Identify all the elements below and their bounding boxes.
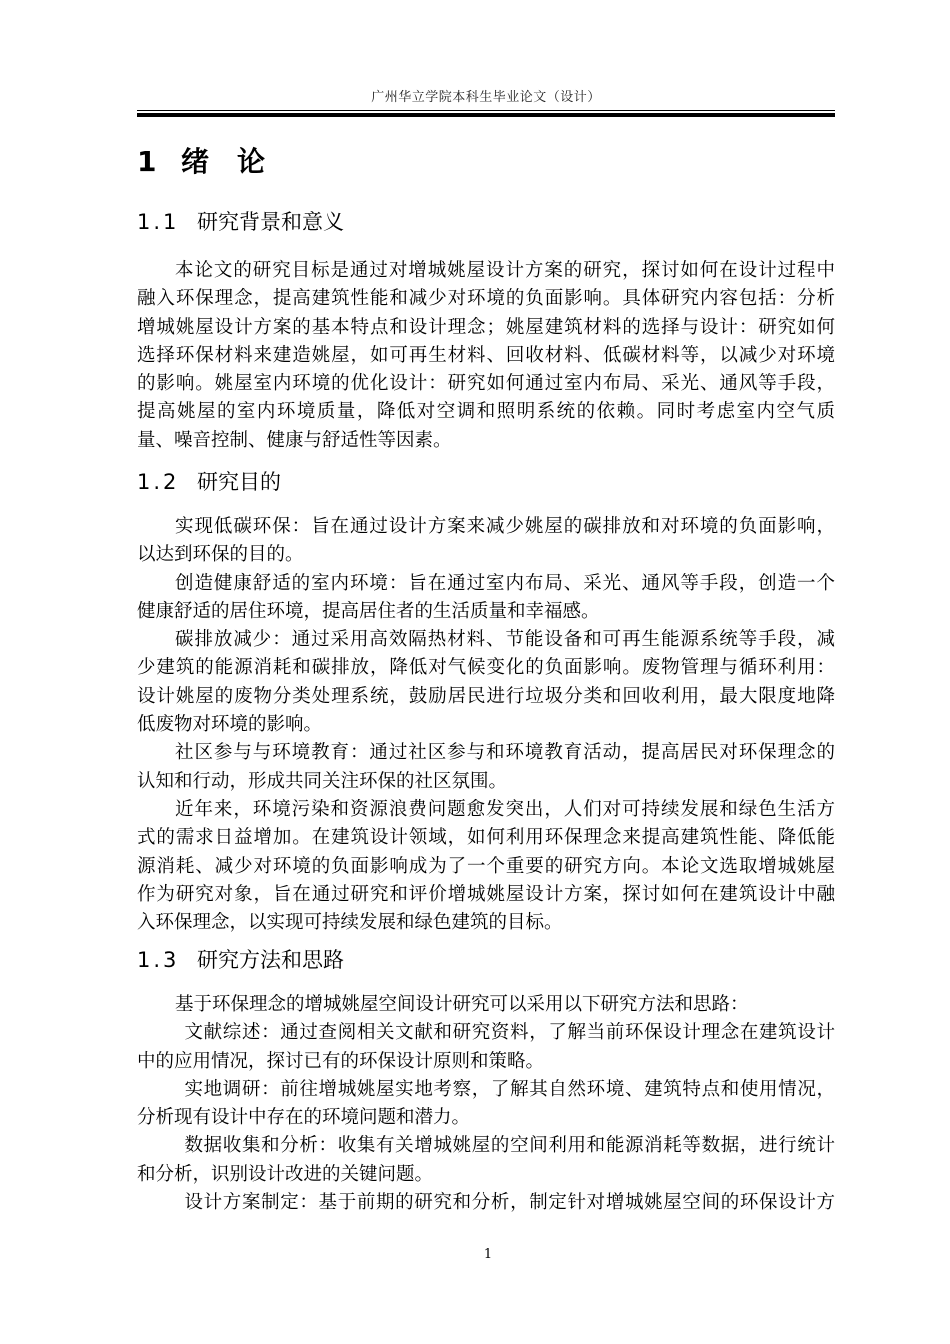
paragraph xyxy=(137,1019,835,1076)
chapter-title xyxy=(137,143,293,181)
paragraph-line: 的影响。姚屋室内环境的优化设计：研究如何通过室内布局、采光、通风等手段， xyxy=(137,373,835,395)
section-heading-1-1 xyxy=(137,208,344,236)
paragraph-line: 源消耗、减少对环境的负面影响成为了一个重要的研究方向。本论文选取增城姚屋 xyxy=(137,855,835,877)
paragraph-line: 分析现有设计中存在的环境问题和潜力。 xyxy=(137,1107,471,1129)
paragraph-line: 作为研究对象，旨在通过研究和评价增城姚屋设计方案，探讨如何在建筑设计中融 xyxy=(137,883,835,905)
paragraph-line: 近年来，环境污染和资源浪费问题愈发突出，人们对可持续发展和绿色生活方 xyxy=(175,798,835,820)
section-body-1-2 xyxy=(137,513,835,937)
section-number: 1.3 xyxy=(137,948,180,972)
header-rule-thick xyxy=(137,113,835,117)
chapter-heading: 绪论 xyxy=(181,145,294,178)
paragraph xyxy=(137,991,835,1019)
paragraph-line: 量、噪音控制、健康与舒适性等因素。 xyxy=(137,429,452,451)
paragraph xyxy=(137,1076,835,1133)
paragraph-line: 实地调研：前往增城姚屋实地考察，了解其自然环境、建筑特点和使用情况， xyxy=(184,1078,835,1100)
paragraph-line: 健康舒适的居住环境，提高居住者的生活质量和幸福感。 xyxy=(137,600,600,622)
paragraph-line: 文献综述：通过查阅相关文献和研究资料，了解当前环保设计理念在建筑设计 xyxy=(184,1022,835,1044)
paragraph-line: 碳排放减少：通过采用高效隔热材料、节能设备和可再生能源系统等手段，减 xyxy=(175,629,835,651)
paragraph-line: 实现低碳环保：旨在通过设计方案来减少姚屋的碳排放和对环境的负面影响， xyxy=(175,516,835,537)
paragraph-line: 创造健康舒适的室内环境：旨在通过室内布局、采光、通风等手段，创造一个 xyxy=(175,572,835,594)
paragraph-line: 本论文的研究目标是通过对增城姚屋设计方案的研究，探讨如何在设计过程中 xyxy=(175,260,835,281)
paragraph xyxy=(137,626,835,739)
paragraph-line: 低废物对环境的影响。 xyxy=(137,714,323,736)
paragraph-line: 和分析，识别设计改进的关键问题。 xyxy=(137,1163,434,1185)
paragraph xyxy=(137,739,835,796)
paragraph-line: 融入环保理念，提高建筑性能和减少对环境的负面影响。具体研究内容包括：分析 xyxy=(137,288,835,310)
section-title: 研究目的 xyxy=(197,470,281,494)
section-title: 研究方法和思路 xyxy=(197,948,344,972)
paragraph-line: 增城姚屋设计方案的基本特点和设计理念；姚屋建筑材料的选择与设计：研究如何 xyxy=(137,316,835,338)
section-number: 1.1 xyxy=(137,210,180,234)
section-title: 研究背景和意义 xyxy=(197,210,344,234)
paragraph-line: 认知和行动，形成共同关注环保的社区氛围。 xyxy=(137,770,508,792)
paragraph-line: 设计方案制定：基于前期的研究和分析，制定针对增城姚屋空间的环保设计方 xyxy=(184,1192,835,1214)
paragraph xyxy=(137,570,835,627)
paragraph xyxy=(137,1189,835,1217)
paragraph-line: 社区参与与环境教育：通过社区参与和环境教育活动，提高居民对环保理念的 xyxy=(175,742,835,764)
paragraph-line: 基于环保理念的增城姚屋空间设计研究可以采用以下研究方法和思路： xyxy=(175,994,749,1015)
section-heading-1-3 xyxy=(137,946,344,974)
header-rule-thin xyxy=(137,110,835,111)
paragraph xyxy=(137,513,835,570)
paragraph-line: 数据收集和分析：收集有关增城姚屋的空间利用和能源消耗等数据，进行统计 xyxy=(184,1135,835,1157)
paragraph-line: 入环保理念，以实现可持续发展和绿色建筑的目标。 xyxy=(137,912,563,934)
paragraph-line: 式的需求日益增加。在建筑设计领域，如何利用环保理念来提高建筑性能、降低能 xyxy=(137,827,835,849)
paragraph-line: 提高姚屋的室内环境质量，降低对空调和照明系统的依赖。同时考虑室内空气质 xyxy=(137,401,835,423)
chapter-number: 1 xyxy=(137,145,157,178)
paragraph-line: 中的应用情况，探讨已有的环保设计原则和策略。 xyxy=(137,1050,545,1072)
section-number: 1.2 xyxy=(137,470,180,494)
paragraph-line: 设计姚屋的废物分类处理系统，鼓励居民进行垃圾分类和回收利用，最大限度地降 xyxy=(137,685,835,707)
running-header: 广州华立学院本科生毕业论文（设计） xyxy=(371,90,601,105)
paragraph xyxy=(137,796,835,937)
paragraph xyxy=(137,257,835,455)
paragraph-line: 选择环保材料来建造姚屋，如可再生材料、回收材料、低碳材料等，以减少对环境 xyxy=(137,344,835,366)
paragraph-line: 以达到环保的目的。 xyxy=(137,544,304,566)
section-body-1-1 xyxy=(137,257,835,455)
section-heading-1-2 xyxy=(137,468,281,496)
page-number: 1 xyxy=(483,1247,493,1262)
paragraph xyxy=(137,1132,835,1189)
paragraph-line: 少建筑的能源消耗和碳排放，降低对气候变化的负面影响。废物管理与循环利用： xyxy=(137,657,835,679)
section-body-1-3 xyxy=(137,991,835,1217)
